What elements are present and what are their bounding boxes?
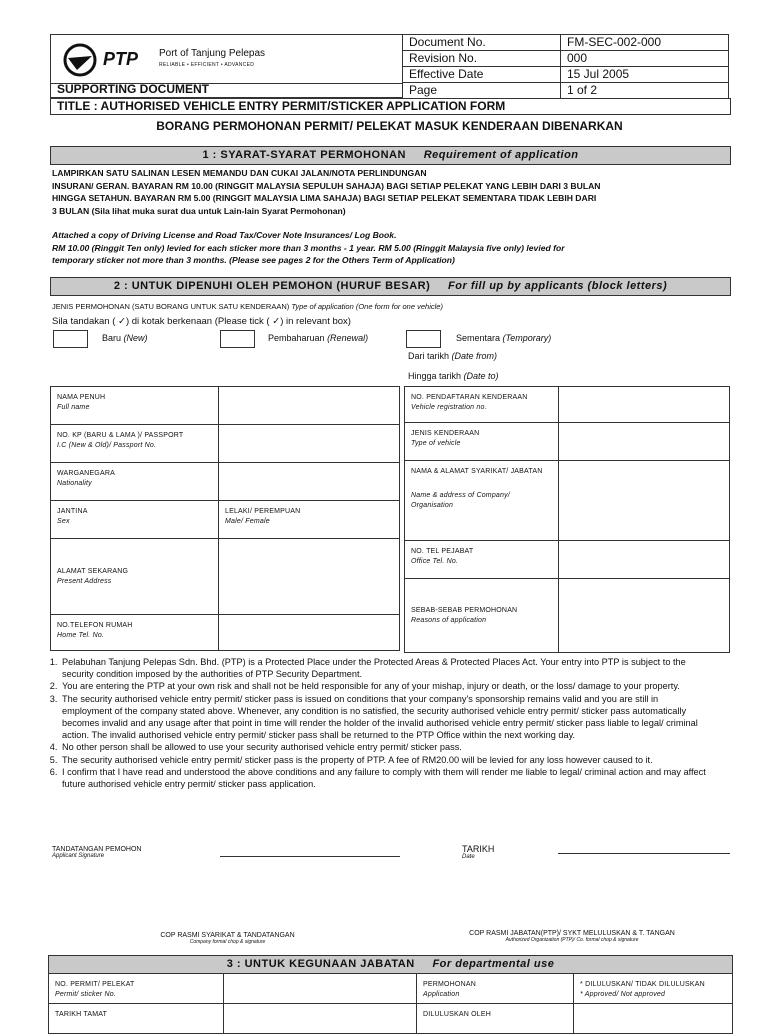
section1-title-en: Requirement of application <box>423 149 579 161</box>
date-from-label <box>408 351 497 361</box>
form-title: TITLE : AUTHORISED VEHICLE ENTRY PERMIT/STICKER APPLICATION FORM <box>50 98 731 115</box>
doc-label: Document No. <box>403 35 561 51</box>
field-ic-passport <box>51 425 219 463</box>
section3-title-my: 3 : UNTUK KEGUNAAN JABATAN <box>226 958 415 970</box>
field-label-en: Type of vehicle <box>411 440 461 447</box>
input-expiry-date[interactable] <box>224 1004 417 1034</box>
field-label-my: NO.TELEFON RUMAH <box>57 622 133 629</box>
english-line: temporary sticker not more than 3 months. (Please see pages 2 for the Others Term of Application) <box>52 255 455 266</box>
field-address <box>51 539 219 615</box>
type-line-my: JENIS PERMOHONAN (SATU BORANG UNTUK SATU KENDERAAN) <box>52 302 290 311</box>
term-item: 2. You are entering the PTP at your own risk and shall not be held responsible for any of your mishap, injury or death, or the loss/ damage to your property. <box>60 680 708 692</box>
field-label-my: NAMA & ALAMAT SYARIKAT/ JABATAN <box>411 468 543 475</box>
date-from-en: (Date from) <box>451 351 498 361</box>
date-to-my: Hingga tarikh <box>408 371 462 381</box>
applicant-signature-label <box>52 846 141 859</box>
field-label-my: PERMOHONAN <box>423 981 476 988</box>
field-label-en: Nationality <box>57 480 92 487</box>
stamp-right-my: COP RASMI JABATAN(PTP)/ SYKT MELULUSKAN & T. TANGAN <box>469 930 675 937</box>
date-line[interactable] <box>558 853 730 854</box>
field-label-my: NO. TEL PEJABAT <box>411 548 474 555</box>
field-label-my: TARIKH TAMAT <box>55 1011 108 1018</box>
section3-header <box>48 955 733 974</box>
term-item: 1. Pelabuhan Tanjung Pelepas Sdn. Bhd. (PTP) is a Protected Place under the Protected Areas & Protected Places Act. Your entry into PTP is subject to the security condition imposed by the authorities of PTP Security Department. <box>60 656 708 680</box>
input-full-name[interactable] <box>219 387 400 425</box>
field-permit-no <box>49 974 224 1004</box>
field-label-my: * DILULUSKAN/ TIDAK DILULUSKAN <box>580 981 705 988</box>
field-label-en: Home Tel. No. <box>57 632 105 639</box>
input-home-tel[interactable] <box>219 615 400 651</box>
input-address[interactable] <box>219 539 400 615</box>
malay-line: INSURAN/ GERAN. BAYARAN RM 10.00 (RINGGIT MALAYSIA SEPULUH SAHAJA) BAGI SETIAP PELEKAT YANG LEBIH DARI 3 BULAN <box>52 180 601 191</box>
date-from-my: Dari tarikh <box>408 351 450 361</box>
field-label-my: NO. PERMIT/ PELEKAT <box>55 981 135 988</box>
field-label-my: SEBAB-SEBAB PERMOHONAN <box>411 606 518 614</box>
input-reasons[interactable] <box>559 579 730 653</box>
input-sex[interactable] <box>219 501 400 539</box>
field-company <box>405 461 559 541</box>
input-company[interactable] <box>559 461 730 541</box>
sig-label-en: Applicant Signature <box>52 853 105 859</box>
field-label-en: Sex <box>57 518 70 525</box>
sex-options-my: LELAKI/ PEREMPUAN <box>225 508 301 515</box>
doc-value: FM-SEC-002-000 <box>561 35 729 51</box>
option-renewal-my: Pembaharuan <box>268 333 325 343</box>
english-line: RM 10.00 (Ringgit Ten only) levied for each sticker more than 3 months - 1 year. RM 5.00 (Ringgit Malaysia five only) levied for <box>52 242 565 253</box>
field-label-en: Permit/ sticker No. <box>55 991 116 998</box>
rev-value: 000 <box>561 51 729 67</box>
option-new-my: Baru <box>102 333 122 343</box>
terms-list <box>40 656 708 790</box>
applicant-details-table <box>50 386 400 651</box>
term-item: 4. No other person shall be allowed to use your security authorised vehicle entry permit/ sticker pass. <box>60 741 708 753</box>
field-label-my: NO. PENDAFTARAN KENDERAAN <box>411 394 528 401</box>
field-label-my: JENIS KENDERAAN <box>411 430 480 437</box>
field-vehicle-reg <box>405 387 559 423</box>
field-approved-by <box>417 1004 574 1034</box>
sig-label-my: TANDATANGAN PEMOHON <box>52 846 142 853</box>
section2-title-my: 2 : UNTUK DIPENUHI OLEH PEMOHON (HURUF BESAR) <box>113 280 431 292</box>
logo-text: PTP <box>103 49 139 69</box>
date-label-en: Date <box>462 854 475 860</box>
eff-value: 15 Jul 2005 <box>561 67 729 83</box>
field-home-tel <box>51 615 219 651</box>
checkbox-temporary[interactable] <box>406 330 441 348</box>
option-new-en: (New) <box>123 333 148 343</box>
field-sex <box>51 501 219 539</box>
field-office-tel <box>405 541 559 579</box>
date-label <box>462 844 494 860</box>
malay-line: 3 BULAN (Sila lihat muka surat dua untuk Lain-lain Syarat Permohonan) <box>52 205 346 216</box>
malay-title: BORANG PERMOHONAN PERMIT/ PELEKAT MASUK KENDERAAN DIBENARKAN <box>156 119 623 133</box>
field-label-en: Full name <box>57 404 90 411</box>
term-item: 6. I confirm that I have read and understood the above conditions and any failure to comply with them will render me liable to legal/ criminal action and may affect future authorised vehicle entry permit/ sticker pass application. <box>60 766 708 790</box>
field-label-en: I.C (New & Old)/ Passport No. <box>57 442 157 449</box>
document-info-table <box>402 34 729 99</box>
stamp-left-my: COP RASMI SYARIKAT & TANDATANGAN <box>160 932 295 939</box>
english-line: Attached a copy of Driving License and Road Tax/Cover Note Insurances/ Log Book. <box>52 230 397 240</box>
field-reasons <box>405 579 559 653</box>
approval-stamp-label <box>452 930 692 943</box>
stamp-right-en: Authorized Organization (PTP)/ Co. formal chop & signature <box>505 937 639 943</box>
port-name: Port of Tanjung Pelepas <box>159 48 266 59</box>
input-permit-no[interactable] <box>224 974 417 1004</box>
vehicle-details-table <box>404 386 730 653</box>
sex-options-en: Male/ Female <box>225 518 270 525</box>
section1-title-my: 1 : SYARAT-SYARAT PERMOHONAN <box>202 149 406 161</box>
field-label-my: JANTINA <box>57 508 88 515</box>
stamp-left-en: Company formal chop & signature <box>189 939 266 945</box>
input-nationality[interactable] <box>219 463 400 501</box>
field-label-my: WARGANEGARA <box>57 470 115 477</box>
field-label-en: Reasons of application <box>411 616 487 624</box>
option-new-label <box>102 333 148 343</box>
field-approval-status[interactable] <box>574 974 733 1004</box>
input-office-tel[interactable] <box>559 541 730 579</box>
checkbox-renewal[interactable] <box>220 330 255 348</box>
section1-header <box>50 146 731 165</box>
eff-label: Effective Date <box>403 67 561 83</box>
section2-header <box>50 277 731 296</box>
malay-line: LAMPIRKAN SATU SALINAN LESEN MEMANDU DAN CUKAI JALAN/NOTA PERLINDUNGAN <box>52 168 427 178</box>
option-renewal-en: (Renewal) <box>327 333 369 343</box>
date-to-en: (Date to) <box>463 371 499 381</box>
field-label-my: DILULUSKAN OLEH <box>423 1011 491 1018</box>
section1-malay-text <box>52 167 732 217</box>
input-vehicle-type[interactable] <box>559 423 730 461</box>
field-vehicle-type <box>405 423 559 461</box>
date-label-my: TARIKH <box>462 844 495 854</box>
page-value: 1 of 2 <box>561 83 729 99</box>
option-temporary-en: (Temporary) <box>502 333 552 343</box>
page-label: Page <box>403 83 561 99</box>
field-full-name <box>51 387 219 425</box>
section2-title-en: For fill up by applicants (block letters) <box>448 280 668 292</box>
field-expiry-date <box>49 1004 224 1034</box>
date-to-label <box>408 371 499 381</box>
option-temporary-label <box>456 333 551 343</box>
field-label-en: * Approved/ Not approved <box>580 991 666 998</box>
field-label-my: NAMA PENUH <box>57 394 106 401</box>
type-line-en: Type of application (One form for one vehicle) <box>291 302 443 311</box>
field-label-en: Office Tel. No. <box>411 558 459 565</box>
option-renewal-label <box>268 333 368 343</box>
supporting-document: SUPPORTING DOCUMENT <box>50 82 403 98</box>
application-type-line <box>52 302 443 311</box>
company-stamp-label <box>150 932 305 945</box>
checkbox-new[interactable] <box>53 330 88 348</box>
field-application <box>417 974 574 1004</box>
departmental-use-table <box>48 973 733 1034</box>
header-logo-box <box>50 34 403 84</box>
ptp-logo-icon <box>63 43 97 77</box>
tagline: RELIABLE • EFFICIENT • ADVANCED <box>159 62 255 68</box>
field-label-my: NO. KP (BARU & LAMA )/ PASSPORT <box>57 432 184 439</box>
field-nationality <box>51 463 219 501</box>
field-label-en: Vehicle registration no. <box>411 404 487 411</box>
malay-line: HINGGA SETAHUN. BAYARAN RM 5.00 (RINGGIT MALAYSIA LIMA SAHAJA) BAGI SETIAP PELEKAT SEMENTARA TIDAK LEBIH DARI <box>52 193 597 204</box>
term-item: 3. The security authorised vehicle entry permit/ sticker pass is issued on conditions that your company's sponsorship remains valid and you are still in employment of the company stated above. Whenever, any condition is no satisfied, the security authorised vehicle entry permit/ sticker pass automatically becomes invalid and any usage after that point in time will render the holder of the invalid authorised vehicle entry permit/ sticker pass liable to legal/ criminal action. The invalid authorised vehicle entry permit/ sticker pass shall be returned to the PTP Office within the next working day. <box>60 693 708 742</box>
field-label-company-en: Name & address of Company/ Organisation <box>411 492 510 509</box>
field-label-en: Present Address <box>57 577 112 585</box>
section1-english-text <box>52 229 732 267</box>
input-ic-passport[interactable] <box>219 425 400 463</box>
field-label-my: ALAMAT SEKARANG <box>57 567 129 575</box>
input-vehicle-reg[interactable] <box>559 387 730 423</box>
option-temporary-my: Sementara <box>456 333 501 343</box>
field-label-en: Application <box>423 991 460 998</box>
tick-instruction: Sila tandakan ( ✓) di kotak berkenaan (Please tick ( ✓) in relevant box) <box>52 316 351 327</box>
signature-line[interactable] <box>220 856 400 857</box>
term-item: 5. The security authorised vehicle entry permit/ sticker pass is the property of PTP. A fee of RM20.00 will be levied for any loss however caused to it. <box>60 754 708 766</box>
rev-label: Revision No. <box>403 51 561 67</box>
input-approved-by[interactable] <box>574 1004 733 1034</box>
section3-title-en: For departmental use <box>432 958 555 970</box>
